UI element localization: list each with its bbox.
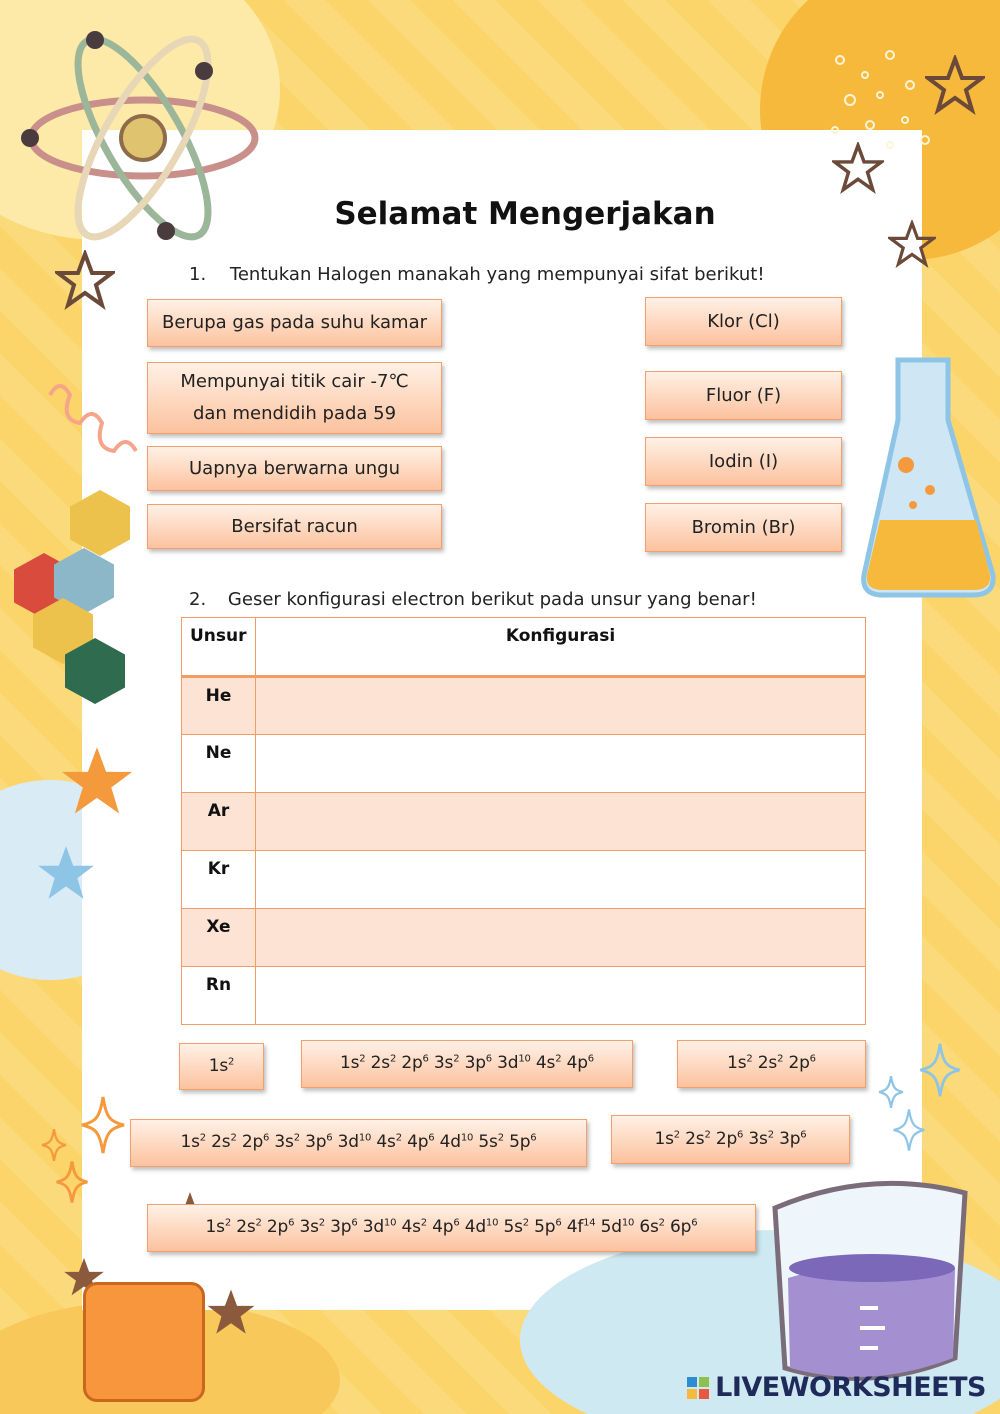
element-card[interactable] xyxy=(645,503,842,552)
orbital-label: 1s xyxy=(208,1055,229,1076)
page-title: Selamat Mengerjakan xyxy=(334,196,716,232)
element-card[interactable] xyxy=(645,297,842,346)
question-number: 2. xyxy=(189,589,207,610)
electron-count: 10 xyxy=(460,1132,474,1144)
electron-count: 2 xyxy=(318,1217,325,1229)
card-label: Uapnya berwarna ungu xyxy=(189,457,400,479)
table-row xyxy=(182,967,866,1025)
orbital-label: 2p xyxy=(396,1053,423,1074)
electron-count: 2 xyxy=(497,1132,504,1144)
electron-count: 6 xyxy=(530,1132,537,1144)
orbital-label: 4p xyxy=(401,1132,429,1153)
property-card[interactable] xyxy=(147,446,442,491)
config-card[interactable] xyxy=(147,1204,756,1252)
electron-count: 6 xyxy=(288,1217,295,1229)
config-text xyxy=(340,1049,594,1079)
orbital-label: 1s xyxy=(727,1053,747,1074)
orbital-label: 6p xyxy=(664,1217,692,1238)
element-cell: Kr xyxy=(182,851,256,909)
element-cell: Xe xyxy=(182,909,256,967)
card-label: Bromin (Br) xyxy=(691,516,796,538)
question-1 xyxy=(189,264,765,285)
electron-count: 2 xyxy=(522,1217,529,1229)
orbital-label: 3s xyxy=(294,1217,319,1238)
card-label: Mempunyai titik cair -7℃ xyxy=(180,370,409,392)
card-label: Fluor (F) xyxy=(705,384,782,406)
star-icon xyxy=(58,742,136,820)
card-label: Berupa gas pada suhu kamar xyxy=(161,312,428,334)
table-row xyxy=(182,735,866,793)
property-card[interactable] xyxy=(147,504,442,549)
orbital-label: 3p xyxy=(324,1217,352,1238)
orbital-label: 6s xyxy=(634,1217,659,1238)
table-row xyxy=(182,851,866,909)
orbital-label: 2p xyxy=(710,1128,738,1149)
orbital-label: 4s xyxy=(396,1217,421,1238)
sparkle-icon xyxy=(918,1042,962,1098)
orbital-label: 1s xyxy=(340,1053,360,1074)
electron-count: 2 xyxy=(230,1132,237,1144)
orbital-label: 2p xyxy=(236,1132,264,1153)
table-row xyxy=(182,677,866,735)
table-header-row xyxy=(182,618,866,677)
electron-count: 6 xyxy=(428,1132,435,1144)
orbital-label: 4s xyxy=(371,1132,396,1153)
config-text xyxy=(209,1052,234,1082)
element-card[interactable] xyxy=(645,371,842,420)
config-text xyxy=(206,1213,698,1243)
card-label: Klor (Cl) xyxy=(707,310,780,332)
orbital-label: 1s xyxy=(180,1132,200,1153)
orbital-label: 5p xyxy=(528,1217,556,1238)
brand-icon xyxy=(687,1377,709,1399)
element-cell: Ne xyxy=(182,735,256,793)
table-row xyxy=(182,909,866,967)
card-label: Iodin (I) xyxy=(708,450,779,472)
flask-icon xyxy=(858,350,998,600)
electron-count: 2 xyxy=(255,1217,262,1229)
config-text xyxy=(655,1125,807,1155)
orbital-label: 4d xyxy=(434,1132,461,1153)
drop-zone-ar[interactable] xyxy=(256,793,866,851)
orbital-label: 5p xyxy=(503,1132,531,1153)
orbital-label: 2s xyxy=(205,1132,231,1153)
orbital-label: 2s xyxy=(752,1053,778,1074)
property-card[interactable] xyxy=(147,362,442,434)
orbital-label: 3d xyxy=(357,1217,384,1238)
configuration-table xyxy=(181,617,866,1025)
config-text xyxy=(181,1128,537,1158)
check-answers-button[interactable] xyxy=(83,1282,205,1402)
orbital-label: 1s xyxy=(205,1217,225,1238)
orbital-label: 2s xyxy=(365,1053,390,1074)
electron-count: 2 xyxy=(555,1053,562,1065)
electron-count: 6 xyxy=(485,1053,492,1065)
electron-count: 6 xyxy=(809,1053,816,1065)
brand-logo xyxy=(687,1372,986,1403)
element-cell: Rn xyxy=(182,967,256,1025)
orbital-label: 3s xyxy=(743,1128,768,1149)
element-cell: He xyxy=(182,677,256,735)
electron-count: 2 xyxy=(767,1128,774,1140)
electron-count: 2 xyxy=(293,1132,300,1144)
drop-zone-xe[interactable] xyxy=(256,909,866,967)
dots-decoration xyxy=(820,40,940,160)
property-card[interactable] xyxy=(147,299,442,347)
electron-count: 2 xyxy=(453,1053,460,1065)
orbital-label: 2s xyxy=(679,1128,705,1149)
electron-count: 6 xyxy=(737,1128,744,1140)
sparkle-icon xyxy=(80,1095,126,1155)
config-card[interactable] xyxy=(301,1040,633,1088)
electron-count: 10 xyxy=(383,1217,397,1229)
card-label: dan mendidih pada 59 xyxy=(192,403,397,424)
orbital-label: 5d xyxy=(595,1217,622,1238)
config-card[interactable] xyxy=(677,1040,866,1088)
orbital-label: 3s xyxy=(269,1132,294,1153)
element-cell: Ar xyxy=(182,793,256,851)
orbital-label: 3p xyxy=(299,1132,327,1153)
orbital-label: 5s xyxy=(498,1217,523,1238)
drop-zone-rn[interactable] xyxy=(256,967,866,1025)
orbital-label: 2s xyxy=(231,1217,256,1238)
electron-count: 2 xyxy=(199,1132,206,1144)
orbital-label: 4p xyxy=(561,1053,588,1074)
question-number: 1. xyxy=(189,264,207,285)
config-card[interactable] xyxy=(179,1043,264,1090)
orbital-label: 2p xyxy=(783,1053,810,1074)
electron-count: 6 xyxy=(691,1217,698,1229)
electron-count: 10 xyxy=(621,1217,635,1229)
electron-count: 2 xyxy=(420,1217,427,1229)
question-text: Geser konfigurasi electron berikut pada unsur yang benar! xyxy=(227,589,757,610)
config-text xyxy=(727,1049,816,1079)
electron-count: 2 xyxy=(224,1217,231,1229)
electron-count: 2 xyxy=(777,1053,784,1065)
beaker-icon xyxy=(760,1168,990,1398)
electron-count: 2 xyxy=(359,1053,366,1065)
sparkle-icon xyxy=(40,1128,68,1162)
orbital-label: 5s xyxy=(473,1132,498,1153)
electron-count: 2 xyxy=(704,1128,711,1140)
electron-count: 2 xyxy=(746,1053,753,1065)
orbital-label: 3d xyxy=(491,1053,519,1074)
electron-count: 10 xyxy=(358,1132,372,1144)
electron-count: 6 xyxy=(555,1217,562,1229)
electron-count: 6 xyxy=(326,1132,333,1144)
column-header-konfigurasi: Konfigurasi xyxy=(256,618,866,677)
electron-count: 10 xyxy=(485,1217,499,1229)
drop-zone-he[interactable] xyxy=(256,677,866,735)
question-2 xyxy=(189,589,757,610)
orbital-label: 1s xyxy=(654,1128,674,1149)
electron-count: 6 xyxy=(422,1053,429,1065)
element-card[interactable] xyxy=(645,437,842,486)
column-header-unsur: Unsur xyxy=(182,618,256,677)
star-icon xyxy=(35,842,97,904)
orbital-label: 3p xyxy=(459,1053,486,1074)
electron-count: 2 xyxy=(658,1217,665,1229)
orbital-label: 4f xyxy=(561,1217,584,1238)
sparkle-icon xyxy=(878,1075,904,1109)
star-icon xyxy=(55,250,115,310)
config-card[interactable] xyxy=(130,1119,587,1167)
brand-name: LIVEWORKSHEETS xyxy=(715,1372,986,1403)
electron-count: 14 xyxy=(583,1217,596,1229)
electron-count: 2 xyxy=(395,1132,402,1144)
orbital-label: 3d xyxy=(332,1132,359,1153)
electron-count: 6 xyxy=(263,1132,270,1144)
electron-count: 10 xyxy=(518,1053,531,1065)
orbital-label: 4s xyxy=(530,1053,556,1074)
spiral-decoration xyxy=(45,375,140,455)
orbital-label: 4p xyxy=(426,1217,454,1238)
electron-count: 2 xyxy=(673,1128,680,1140)
electron-count: 6 xyxy=(453,1217,460,1229)
electron-count: 6 xyxy=(800,1128,807,1140)
question-text: Tentukan Halogen manakah yang mempunyai sifat berikut! xyxy=(229,264,765,285)
table-row xyxy=(182,793,866,851)
orbital-label: 4d xyxy=(459,1217,486,1238)
card-label: Bersifat racun xyxy=(231,515,358,537)
electron-count: 2 xyxy=(228,1055,235,1067)
config-card[interactable] xyxy=(611,1115,850,1164)
sparkle-icon xyxy=(892,1108,926,1152)
electron-count: 2 xyxy=(389,1053,397,1065)
star-icon xyxy=(205,1286,257,1338)
drop-zone-ne[interactable] xyxy=(256,735,866,793)
orbital-label: 2p xyxy=(261,1217,289,1238)
drop-zone-kr[interactable] xyxy=(256,851,866,909)
orbital-label: 3s xyxy=(428,1053,454,1074)
electron-count: 6 xyxy=(587,1053,594,1065)
sparkle-icon xyxy=(55,1160,89,1204)
electron-count: 6 xyxy=(351,1217,358,1229)
orbital-label: 3p xyxy=(773,1128,801,1149)
